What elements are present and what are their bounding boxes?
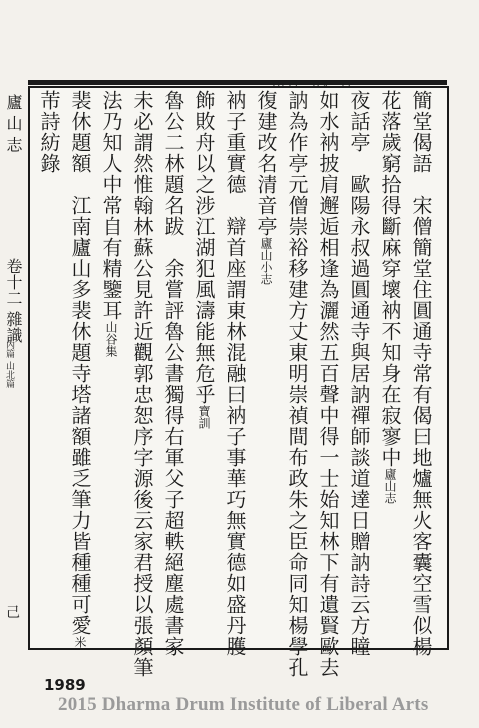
text-column: 訥為作亭元僧崇裕移建方丈東明崇禎間布政朱之臣命同知楊學孔 bbox=[285, 90, 309, 678]
spine-subtitle: 內篇 山北篇 bbox=[4, 340, 14, 388]
text-column: 魯公二林題名跋 余嘗評魯公書獨得右軍父子超軼絕塵處書家 bbox=[161, 90, 185, 657]
frame-top-bar bbox=[28, 80, 447, 85]
text-column: 法乃知人中常自有精鑒耳山谷集 bbox=[99, 90, 123, 357]
spine-volume: 卷十二 雜識 bbox=[4, 258, 23, 344]
watermark: 2015 Dharma Drum Institute of Liberal Arts bbox=[58, 694, 429, 715]
text-column: 如水衲披肩邂逅相逢為灑然五百聲中得一士始知林下有遺賢歐去 bbox=[316, 90, 340, 678]
text-column: 夜話亭 歐陽永叔過圓通寺與居訥禪師談道達日贈訥詩云方瞳 bbox=[347, 90, 371, 657]
text-column: 復建改名清音亭廬山小志 bbox=[254, 90, 278, 285]
text-column: 飾敗舟以之涉江湖犯風濤能無危乎寶訓 bbox=[192, 90, 216, 429]
text-column: 芾詩紡錄 bbox=[37, 90, 61, 174]
book-spine bbox=[0, 82, 27, 642]
spine-title: 廬 山 志 bbox=[4, 94, 23, 153]
spine-mark: 己 bbox=[6, 605, 20, 621]
text-column: 花落歲窮拾得斷麻穿壞衲不知身在寂寥中廬山志 bbox=[378, 90, 402, 504]
text-column: 未必謂然惟翰林蘇公見許近觀郭忠恕序字源後云家君授以張顏筆 bbox=[130, 90, 154, 678]
text-column: 衲子重實德 辯首座謂東林混融曰衲子事華巧無實德如盛丹臒 bbox=[223, 90, 247, 657]
text-column: 裴休題額 江南廬山多裴休題寺塔諸額雖乏筆力皆種種可愛米 bbox=[68, 90, 92, 648]
page-year: 1989 bbox=[44, 676, 86, 694]
text-column: 簡堂偈語 宋僧簡堂住圓通寺常有偈曰地爐無火客囊空雪似楊 bbox=[409, 90, 433, 657]
